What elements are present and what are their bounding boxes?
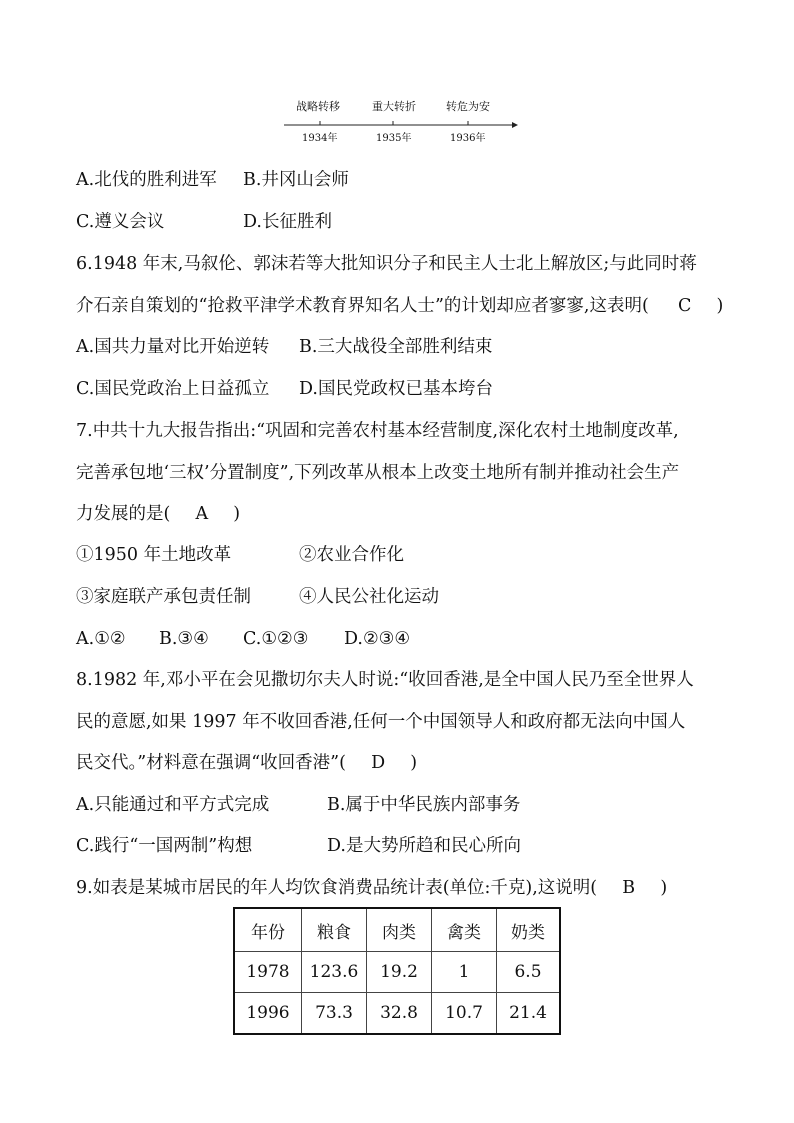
q6-answer: C bbox=[677, 296, 692, 316]
q8-stem-line2: 民的意愿,如果 1997 年不收回香港,任何一个中国领导人和政府都无法向中国人 bbox=[76, 712, 686, 732]
q7-answer: A bbox=[195, 504, 209, 524]
table-row bbox=[234, 993, 560, 1035]
q7-option-c: C.①②③ bbox=[243, 629, 309, 649]
q7-item-1: ①1950 年土地改革 bbox=[76, 545, 232, 565]
q6-stem-line1: 6.1948 年末,马叙伦、郭沫若等大批知识分子和民主人士北上解放区;与此同时蒋 bbox=[76, 254, 697, 274]
q6-stem-line2 bbox=[76, 294, 723, 318]
timeline-year-3: 1936年 bbox=[450, 133, 486, 144]
q6-option-d: D.国民党政权已基本垮台 bbox=[299, 379, 493, 399]
timeline-event-2: 重大转折 bbox=[372, 100, 416, 113]
table-cell: 1978 bbox=[234, 952, 302, 993]
q7-option-b: B.③④ bbox=[159, 629, 209, 649]
q8-option-a: A.只能通过和平方式完成 bbox=[76, 795, 270, 815]
q9-answer: B bbox=[622, 878, 636, 898]
q8-stem-text: 民交代。”材料意在强调“收回香港”( bbox=[76, 753, 346, 773]
q5-option-b: B.井冈山会师 bbox=[243, 170, 349, 190]
q8-option-b: B.属于中华民族内部事务 bbox=[327, 795, 521, 815]
timeline-year-2: 1935年 bbox=[376, 133, 412, 144]
q9-stem-text: 9.如表是某城市居民的年人均饮食消费品统计表(单位:千克),这说明( bbox=[76, 878, 598, 898]
table-header-cell: 奶类 bbox=[497, 908, 561, 952]
table-header-cell: 粮食 bbox=[302, 908, 367, 952]
table-cell: 73.3 bbox=[302, 993, 367, 1035]
q6-option-a: A.国共力量对比开始逆转 bbox=[76, 337, 270, 357]
table-cell: 21.4 bbox=[497, 993, 561, 1035]
q8-stem-line1: 8.1982 年,邓小平在会见撒切尔夫人时说:“收回香港,是全中国人民乃至全世界人 bbox=[76, 670, 694, 690]
q5-option-d: D.长征胜利 bbox=[243, 212, 332, 232]
q7-stem-text: 力发展的是( bbox=[76, 504, 171, 524]
table-cell: 1 bbox=[432, 952, 497, 993]
q7-close-paren: ) bbox=[233, 504, 241, 524]
q7-item-4: ④人民公社化运动 bbox=[299, 587, 439, 607]
timeline-year-1: 1934年 bbox=[302, 133, 338, 144]
timeline-event-3: 转危为安 bbox=[446, 100, 490, 113]
table-header-row bbox=[234, 908, 560, 952]
table-header-cell: 年份 bbox=[234, 908, 302, 952]
q8-option-c: C.践行“一国两制”构想 bbox=[76, 836, 253, 856]
table-row bbox=[234, 952, 560, 993]
q9-close-paren: ) bbox=[660, 878, 668, 898]
timeline-figure bbox=[280, 98, 520, 150]
table-cell: 6.5 bbox=[497, 952, 561, 993]
q6-stem-text: 介石亲自策划的“抢救平津学术教育界知名人士”的计划却应者寥寥,这表明( bbox=[76, 296, 649, 316]
q7-item-2: ②农业合作化 bbox=[299, 545, 404, 565]
q7-option-d: D.②③④ bbox=[344, 629, 411, 649]
q5-option-a: A.北伐的胜利进军 bbox=[76, 170, 217, 190]
timeline-event-1: 战略转移 bbox=[296, 100, 340, 113]
consumption-table bbox=[233, 907, 561, 1035]
q7-stem-line2: 完善承包地‘三权’分置制度”,下列改革从根本上改变土地所有制并推动社会生产 bbox=[76, 463, 680, 483]
q8-close-paren: ) bbox=[410, 753, 418, 773]
q7-stem-line3 bbox=[76, 502, 240, 526]
q7-option-a: A.①② bbox=[76, 629, 126, 649]
q6-option-c: C.国民党政治上日益孤立 bbox=[76, 379, 270, 399]
q8-stem-line3 bbox=[76, 751, 417, 775]
q7-item-3: ③家庭联产承包责任制 bbox=[76, 587, 251, 607]
table-cell: 32.8 bbox=[367, 993, 432, 1035]
q6-option-b: B.三大战役全部胜利结束 bbox=[299, 337, 493, 357]
table-cell: 19.2 bbox=[367, 952, 432, 993]
table-header-cell: 肉类 bbox=[367, 908, 432, 952]
q5-option-c: C.遵义会议 bbox=[76, 212, 165, 232]
q8-answer: D bbox=[371, 753, 386, 773]
q7-stem-line1: 7.中共十九大报告指出:“巩固和完善农村基本经营制度,深化农村土地制度改革, bbox=[76, 421, 679, 441]
q6-close-paren: ) bbox=[716, 296, 724, 316]
q8-option-d: D.是大势所趋和民心所向 bbox=[327, 836, 521, 856]
table-cell: 123.6 bbox=[302, 952, 367, 993]
table-cell: 1996 bbox=[234, 993, 302, 1035]
table-header-cell: 禽类 bbox=[432, 908, 497, 952]
table-cell: 10.7 bbox=[432, 993, 497, 1035]
q9-stem-line1 bbox=[76, 876, 667, 900]
